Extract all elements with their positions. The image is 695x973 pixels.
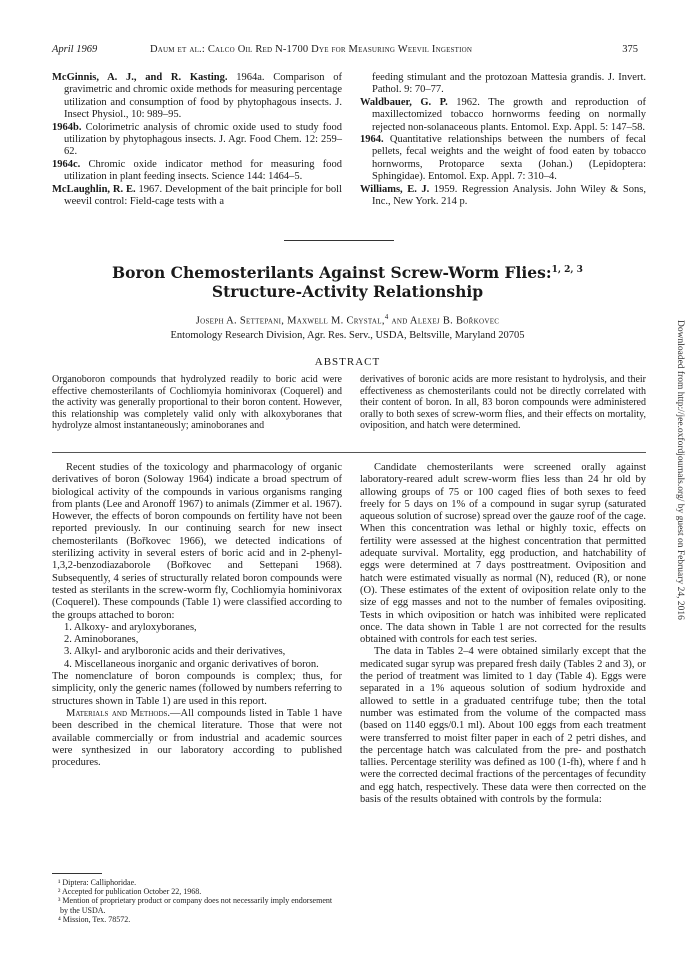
reference-entry: 1964b. Colorimetric analysis of chromic oxide used to study food utilization by phytophagous insects. J. Agr. Food Chem. 12: 259–62. bbox=[52, 121, 342, 158]
footnote: ² Accepted for publication October 22, 1968. bbox=[58, 887, 202, 897]
running-header bbox=[52, 44, 638, 60]
list-item: 3. Alkyl- and arylboronic acids and their derivatives, bbox=[64, 646, 286, 658]
section-heading: Materials and Methods. bbox=[66, 707, 171, 719]
page-number: 375 bbox=[622, 44, 638, 55]
reference-entry: Williams, E. J. 1959. Regression Analysis. John Wiley & Sons, Inc., New York. 214 p. bbox=[360, 183, 646, 208]
title-footnote-refs: 1, 2, 3 bbox=[551, 265, 583, 275]
body-left-column bbox=[52, 462, 342, 769]
compound-group-list bbox=[52, 622, 342, 671]
abstract-right: derivatives of boronic acids are more resistant to hydrolysis, and their effectiveness as chemosterilants could not be directly correlated with their content of boron. In all, 83 boron compounds were administered orally to both sexes of screw-worm flies, and their effects on mortality, oviposition, and hatch were determined. bbox=[360, 374, 646, 432]
body-paragraph: Recent studies of the toxicology and pharmacology of organic derivatives of boron (Soloway 1964) indicate a broad spectrum of biological activity of the compounds in various organisms ranging from plants (Lee and Aronoff 1967) to animals (Zimmer et al. 1967). However, the effects of boron compounds on fertility have not been reported previously. In our continuing search for new insect chemosterilants (Bořkovec 1966), we detected indications of sterilizing activity in several esters of boric acid and in 2-phenyl-1,3,2-benzodiazaborole (Bořkovec and Settepani 1968). Subsequently, 4 series of structurally related boron compounds were tested as sterilants in the screw-worm fly, Cochliomyia hominivorax (Coquerel). These compounds (Table 1) were classified according to the groups attached to boron: bbox=[52, 462, 342, 621]
issue-date: April 1969 bbox=[52, 44, 98, 55]
author-line: Joseph A. Settepani, Maxwell M. Crystal,$^4$ and Alexej B. Bořkovec bbox=[195, 313, 500, 327]
reference-entry: Waldbauer, G. P. 1962. The growth and reproduction of maxillectomized tobacco hornworms feeding on normally rejected non-solanaceous plants. Entomol. Exp. Appl. 5: 147–58. bbox=[360, 96, 646, 133]
section-divider bbox=[284, 240, 394, 241]
body-paragraph: Candidate chemosterilants were screened orally against laboratory-reared adult screw-worm flies less than 24 hr old by allowing groups of 75 or 100 caged flies of both sexes to feed freely for 5 days on 1% of a compound in sugar syrup (saturated aqueous solution of sucrose) spread over the gauze roof of the cage. When this concentration was lethal or highly toxic, effects on fertility were assessed at the highest concentration that permitted adequate survival. Mortality, egg production, and hatchability of eggs were determined at 7 days posttreatment. Oviposition and hatch were estimated visually as normal (N), reduced (R), or none (O). These estimates of the extent of oviposition relate only to the size of egg masses and not to the number of females ovipositing. Tests in which oviposition or hatch was inhibited were replicated once. The data shown in Table 1 are not corrected for the results obtained with controls for each test series. bbox=[360, 462, 646, 646]
body-paragraph: The nomenclature of boron compounds is complex; thus, for simplicity, only the generic names (followed by numbers referring to structures shown in Table 1) are used in this report. bbox=[52, 671, 342, 707]
list-item: 4. Miscellaneous inorganic and organic derivatives of boron. bbox=[64, 658, 319, 670]
reference-entry: McLaughlin, R. E. 1967. Development of the bait principle for boll weevil control: Field-cage tests with a bbox=[52, 183, 342, 208]
abstract-rule bbox=[52, 452, 646, 453]
reference-entry: feeding stimulant and the protozoan Mattesia grandis. J. Invert. Pathol. 9: 70–77. bbox=[372, 72, 646, 96]
list-item: 2. Aminoboranes, bbox=[64, 634, 139, 646]
body-paragraph: Materials and Methods.—All compounds listed in Table 1 have been described in the chemical literature. Those that were not available commercially or from industrial and academic sources were synthesized in our laboratory according to published procedures. bbox=[52, 707, 342, 769]
article-title: Boron Chemosterilants Against Screw-Worm Flies:$^{1, 2, 3}$ Structure-Activity Relationship bbox=[112, 263, 583, 302]
reference-entry: McGinnis, A. J., and R. Kasting. 1964a. Comparison of gravimetric and chromic oxide methods for measuring percentage utilization and consumption of food by phytophagous insects. J. Insect Physiol., 10: 989–95. bbox=[52, 72, 342, 121]
references-right-column bbox=[360, 72, 646, 208]
body-paragraph: The data in Tables 2–4 were obtained similarly except that the medicated sugar syrup was prepared fresh daily (Tables 2 and 3), or the period of treatment was limited to 1 day (Table 4). Eggs were separated in a 1% aqueous solution of sodium hydroxide and allowed to settle in a graduated centrifuge tube; then the total number was estimated from the volume of the compacted mass (based on 1140 eggs/0.1 ml). About 100 eggs from each treatment were transferred to moist filter paper in each of 2 petri dishes, and the percentage hatch was calculated from the pre- and posthatch tallies. Percentage sterility was defined as 100 (1-fh), where f and h were the corrected decimal fractions of the percentages of fecundity and egg hatch, respectively. These data were then corrected on the basis of the results obtained with controls by the formula: bbox=[360, 646, 646, 806]
body-right-column bbox=[360, 462, 646, 806]
reference-entry: 1964. Quantitative relationships between the numbers of fecal pellets, fecal weights and the weight of food eaten by tobacco hornworms, Protoparce sexta (Johan.) (Lepidoptera: Sphingidae). Entomol. Exp. Appl. 7: 310–4. bbox=[360, 134, 646, 183]
abstract-heading: ABSTRACT bbox=[314, 356, 381, 368]
running-title: Daum et al.: Calco Oil Red N-1700 Dye for Measuring Weevil Ingestion bbox=[150, 44, 473, 55]
abstract-left: Organoboron compounds that hydrolyzed readily to boric acid were effective chemosterilants of Cochliomyia hominivorax (Coquerel) and the activity was generally proportional to their boron content. However, this relationship was completely valid only with alkoxyboranes that hydrolyze almost instantaneously; aminoboranes and bbox=[52, 374, 342, 432]
footnote: ¹ Diptera: Calliphoridae. bbox=[58, 878, 137, 887]
footnote: ³ Mention of proprietary product or company does not necessarily imply endorsement by the USDA. bbox=[58, 896, 333, 915]
references-left-column bbox=[52, 72, 342, 208]
footnotes bbox=[52, 878, 342, 924]
footnote: ⁴ Mission, Tex. 78572. bbox=[58, 914, 131, 924]
affiliation: Entomology Research Division, Agr. Res. Serv., USDA, Beltsville, Maryland 20705 bbox=[170, 330, 525, 341]
reference-entry: 1964c. Chromic oxide indicator method for measuring food utilization in plant feeding insects. Science 144: 1464–5. bbox=[52, 158, 342, 183]
download-watermark: Downloaded from http://jee.oxfordjournals.org/ by guest on February 24, 2016 bbox=[675, 320, 685, 620]
footnote-rule bbox=[52, 873, 102, 874]
list-item: 1. Alkoxy- and aryloxyboranes, bbox=[64, 621, 197, 633]
